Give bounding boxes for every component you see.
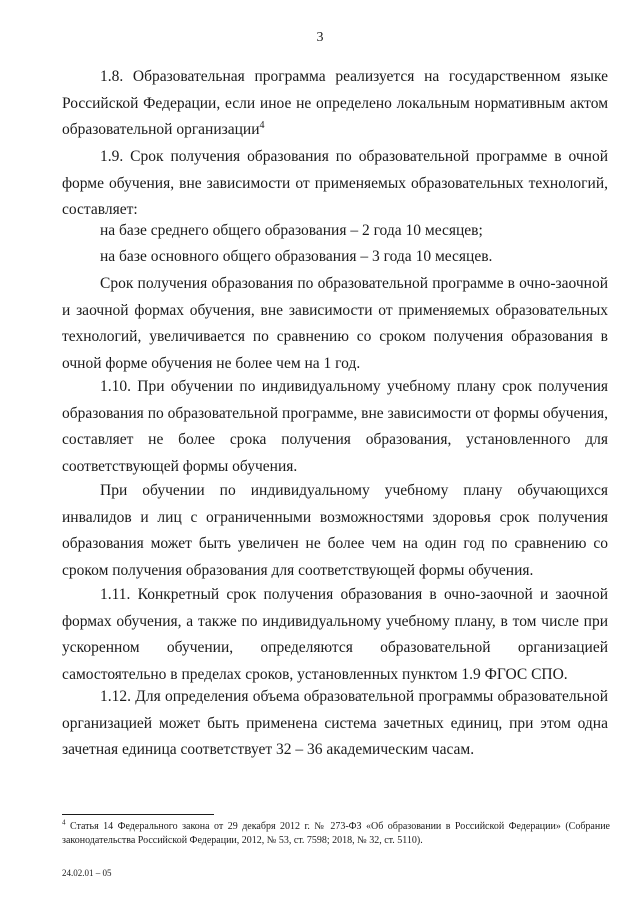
- page-number: 3: [316, 30, 324, 45]
- paragraph-secondary-base: на базе среднего общего образования – 2 года 10 месяцев;: [100, 222, 483, 239]
- paragraph-disabled-students: При обучении по индивидуальному учебному плану обучающихся инвалидов и лиц с ограниченными возможностями здоровья срок получения образования может быть увеличен не более чем на один год по сравнению со сроком получения образования для соответствующей формы обучения.: [62, 482, 608, 579]
- footnote-mark: 4: [62, 818, 66, 827]
- paragraph-1-12: 1.12. Для определения объема образовательной программы образовательной организацией может быть применена система зачетных единиц, при этом одна зачетная единица соответствует 32 – 36 академическим часам.: [62, 688, 608, 759]
- footnote-separator: [62, 814, 214, 815]
- footnote-text: Статья 14 Федерального закона от 29 декабря 2012 г. № 273-ФЗ «Об образовании в Российской Федерации» (Собрание законодательства Российской Федерации, 2012, № 53, ст. 7598; 2018, № 32, ст. 5110).: [62, 821, 610, 846]
- paragraph-1-11: 1.11. Конкретный срок получения образования в очно-заочной и заочной формах обучения, а также по индивидуальному учебному плану, в том числе при ускоренном обучении, определяются образовательной организацией самостоятельно в пределах сроков, установленных пунктом 1.9 ФГОС СПО.: [62, 586, 608, 683]
- paragraph-1-8-text: 1.8. Образовательная программа реализуется на государственном языке Российской Федерации, если иное не определено локальным нормативным актом образовательной организации: [62, 68, 608, 139]
- footnote-reference: 4: [259, 120, 265, 132]
- paragraph-1-9: 1.9. Срок получения образования по образовательной программе в очной форме обучения, вне зависимости от применяемых образовательных технологий, составляет:: [62, 148, 608, 219]
- document-code: 24.02.01 – 05: [62, 868, 112, 878]
- paragraph-basic-base: на базе основного общего образования – 3 года 10 месяцев.: [100, 248, 493, 265]
- paragraph-1-8: [62, 64, 608, 144]
- footnote: [62, 820, 610, 848]
- paragraph-1-10: 1.10. При обучении по индивидуальному учебному плану срок получения образования по образовательной программе, вне зависимости от формы обучения, составляет не более срока получения образования, установленного для соответствующей формы обучения.: [62, 378, 608, 475]
- paragraph-part-time-term: Срок получения образования по образовательной программе в очно-заочной и заочной формах обучения, вне зависимости от применяемых образовательных технологий, увеличивается по сравнению со сроком получения образования в очной форме обучения не более чем на 1 год.: [62, 275, 608, 372]
